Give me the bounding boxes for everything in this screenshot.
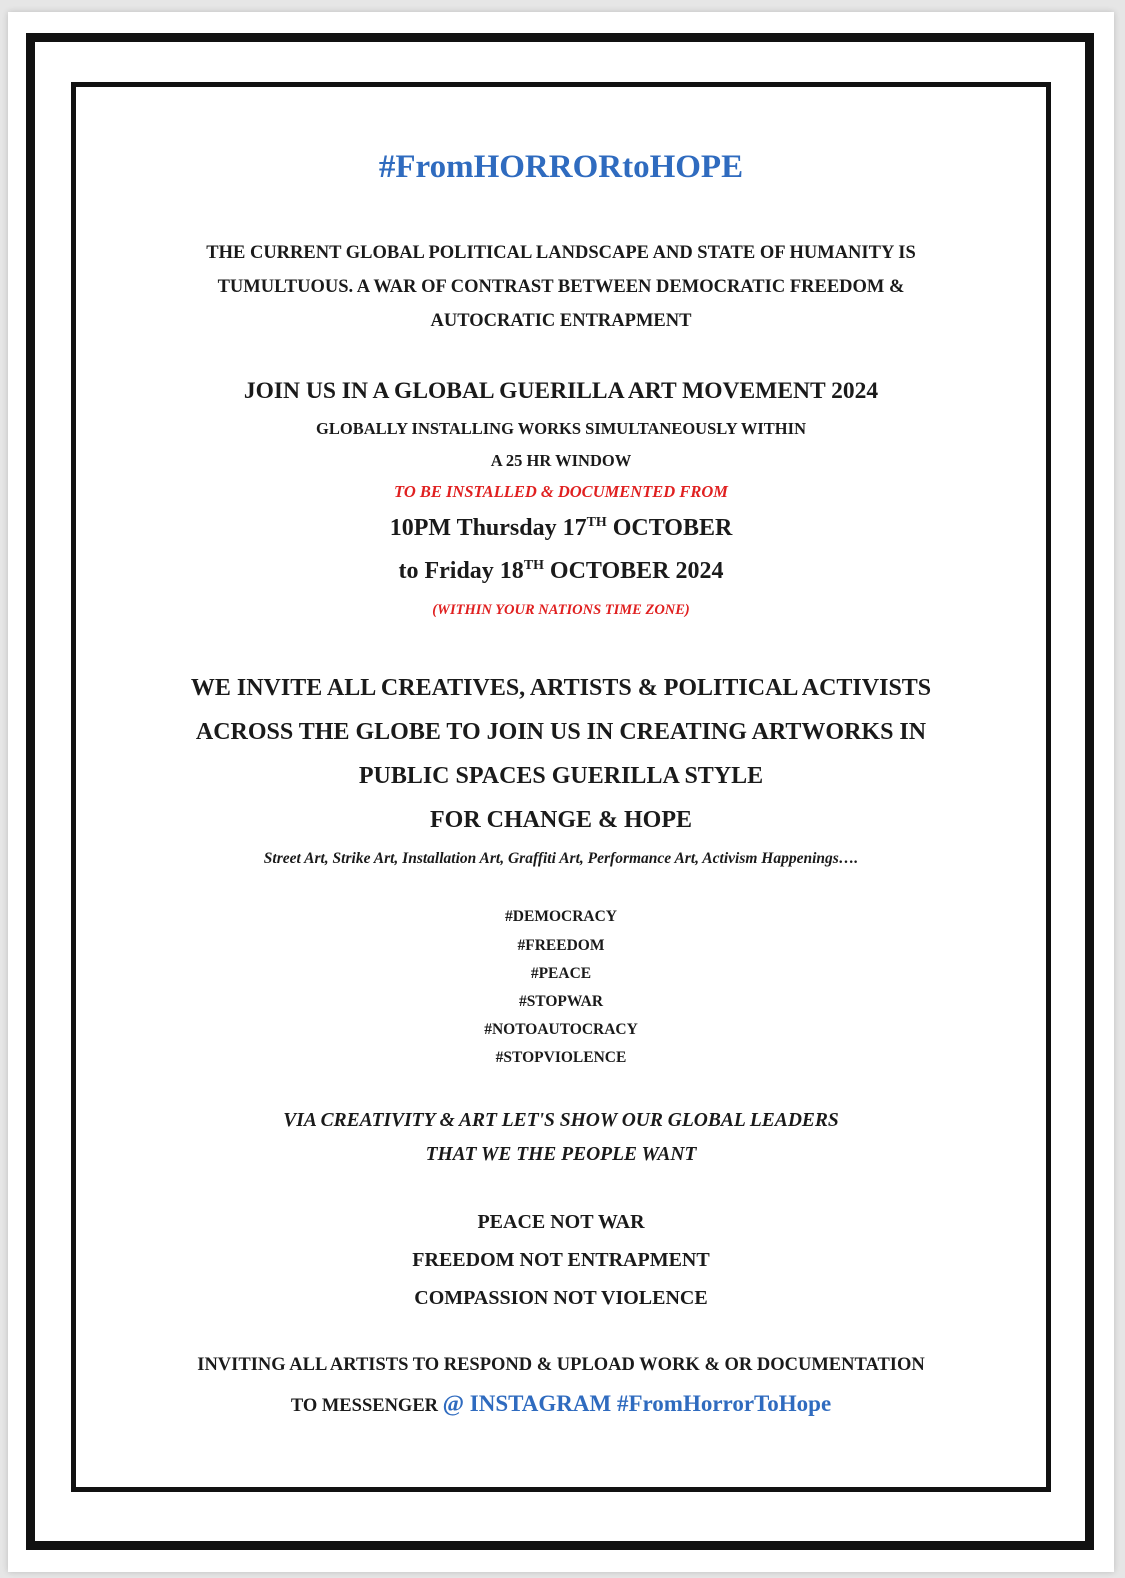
intro-line-2: TUMULTUOUS. A WAR OF CONTRAST BETWEEN DEMOCRATIC FREEDOM & xyxy=(217,277,905,297)
movement-heading: JOIN US IN A GLOBAL GUERILLA ART MOVEMENT 2024 xyxy=(243,378,879,404)
slogan-compassion: COMPASSION NOT VIOLENCE xyxy=(414,1287,708,1309)
closing-line-1: INVITING ALL ARTISTS TO RESPOND & UPLOAD WORK & OR DOCUMENTATION xyxy=(197,1355,925,1375)
via-line-2: THAT WE THE PEOPLE WANT xyxy=(425,1144,697,1165)
start-date: 10PM Thursday 17TH OCTOBER xyxy=(389,514,733,541)
hashtag-freedom: #FREEDOM xyxy=(517,937,605,954)
invite-line-3: PUBLIC SPACES GUERILLA STYLE xyxy=(358,763,764,789)
intro-line-3: AUTOCRATIC ENTRAPMENT xyxy=(430,311,692,331)
instagram-link[interactable]: @ INSTAGRAM #FromHorrorToHope xyxy=(442,1391,832,1416)
end-date: to Friday 18TH OCTOBER 2024 xyxy=(398,557,724,584)
invite-line-2: ACROSS THE GLOBE TO JOIN US IN CREATING ARTWORKS IN xyxy=(195,719,927,745)
slogan-peace: PEACE NOT WAR xyxy=(477,1211,645,1233)
slogan-freedom: FREEDOM NOT ENTRAPMENT xyxy=(412,1249,710,1271)
poster-title: #FromHORRORtoHOPE xyxy=(378,149,744,185)
intro-line-1: THE CURRENT GLOBAL POLITICAL LANDSCAPE AND STATE OF HUMANITY IS xyxy=(206,243,916,263)
movement-subline-1: GLOBALLY INSTALLING WORKS SIMULTANEOUSLY WITHIN xyxy=(316,419,806,438)
documented-note: TO BE INSTALLED & DOCUMENTED FROM xyxy=(394,482,728,501)
invite-line-4: FOR CHANGE & HOPE xyxy=(430,807,692,833)
hashtag-stopwar: #STOPWAR xyxy=(518,993,604,1010)
via-line-1: VIA CREATIVITY & ART LET'S SHOW OUR GLOBAL LEADERS xyxy=(283,1110,839,1131)
art-forms-list: Street Art, Strike Art, Installation Art, Graffiti Art, Performance Art, Activism Happenings…. xyxy=(263,850,859,867)
timezone-note: (WITHIN YOUR NATIONS TIME ZONE) xyxy=(432,602,690,618)
poster-content xyxy=(76,87,1046,1487)
hashtag-stopviolence: #STOPVIOLENCE xyxy=(495,1049,627,1066)
hashtag-notoautocracy: #NOTOAUTOCRACY xyxy=(484,1021,638,1038)
invite-line-1: WE INVITE ALL CREATIVES, ARTISTS & POLITICAL ACTIVISTS xyxy=(190,675,932,701)
hashtag-peace: #PEACE xyxy=(530,965,592,982)
closing-line-2: TO MESSENGER @ INSTAGRAM #FromHorrorToHope xyxy=(290,1391,832,1416)
hashtag-democracy: #DEMOCRACY xyxy=(505,908,617,925)
movement-subline-2: A 25 HR WINDOW xyxy=(490,451,632,470)
